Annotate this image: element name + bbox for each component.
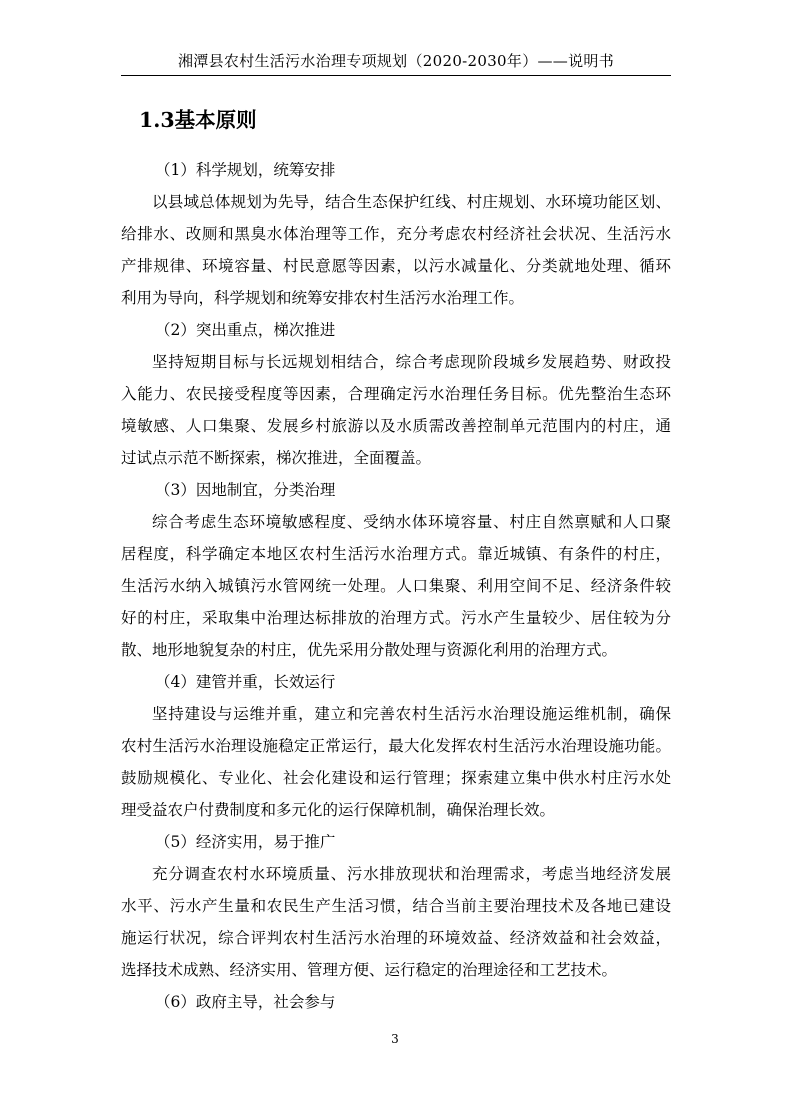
paragraph-line: 好的村庄，采取集中治理达标排放的治理方式。污水产生量较少、居住较为分 xyxy=(121,609,671,627)
paragraph-line: 充分调查农村水环境质量、污水排放现状和治理需求，考虑当地经济发展 xyxy=(152,865,671,883)
paragraph-line: 散、地形地貌复杂的村庄，优先采用分散处理与资源化利用的治理方式。 xyxy=(121,641,618,659)
paragraph-line: 理受益农户付费制度和多元化的运行保障机制，确保治理长效。 xyxy=(121,801,556,819)
principle-heading: （5）经济实用，易于推广 xyxy=(155,833,336,851)
paragraph-line: 水平、污水产生量和农民生产生活习惯，结合当前主要治理技术及各地已建设 xyxy=(121,897,671,915)
principle-heading: （6）政府主导，社会参与 xyxy=(155,993,336,1011)
principle-paragraph xyxy=(121,186,671,314)
principle-heading: （2）突出重点，梯次推进 xyxy=(155,321,336,339)
principle-paragraph xyxy=(121,698,671,826)
paragraph-line: 给排水、改厕和黑臭水体治理等工作，充分考虑农村经济社会状况、生活污水 xyxy=(121,225,671,243)
section-title: 1.3基本原则 xyxy=(139,108,257,132)
principle-heading: （4）建管并重，长效运行 xyxy=(155,673,336,691)
principle-paragraph xyxy=(121,858,671,986)
paragraph-line: 鼓励规模化、专业化、社会化建设和运行管理；探索建立集中供水村庄污水处 xyxy=(121,769,671,787)
paragraph-line: 农村生活污水治理设施稳定正常运行，最大化发挥农村生活污水治理设施功能。 xyxy=(121,737,671,755)
paragraph-line: 生活污水纳入城镇污水管网统一处理。人口集聚、利用空间不足、经济条件较 xyxy=(121,577,671,595)
principle-heading: （3）因地制宜，分类治理 xyxy=(155,481,336,499)
paragraph-line: 产排规律、环境容量、村民意愿等因素，以污水减量化、分类就地处理、循环 xyxy=(121,257,671,275)
running-header: 湘潭县农村生活污水治理专项规划（2020-2030年）——说明书 xyxy=(177,52,615,70)
page-number: 3 xyxy=(391,1032,399,1046)
paragraph-line: 以县域总体规划为先导，结合生态保护红线、村庄规划、水环境功能区划、 xyxy=(152,193,671,211)
paragraph-line: 施运行状况，综合评判农村生活污水治理的环境效益、经济效益和社会效益， xyxy=(121,929,671,947)
paragraph-line: 利用为导向，科学规划和统筹安排农村生活污水治理工作。 xyxy=(121,289,525,307)
principle-paragraph xyxy=(121,506,671,666)
paragraph-line: 坚持建设与运维并重，建立和完善农村生活污水治理设施运维机制，确保 xyxy=(152,705,671,723)
paragraph-line: 入能力、农民接受程度等因素，合理确定污水治理任务目标。优先整治生态环 xyxy=(121,385,671,403)
paragraph-line: 境敏感、人口集聚、发展乡村旅游以及水质需改善控制单元范围内的村庄，通 xyxy=(121,417,671,435)
document-body xyxy=(121,154,671,1018)
principle-heading: （1）科学规划，统筹安排 xyxy=(155,161,336,179)
paragraph-line: 坚持短期目标与长远规划相结合，综合考虑现阶段城乡发展趋势、财政投 xyxy=(152,353,671,371)
principle-paragraph xyxy=(121,346,671,474)
paragraph-line: 过试点示范不断探索，梯次推进，全面覆盖。 xyxy=(121,449,432,467)
paragraph-line: 选择技术成熟、经济实用、管理方便、运行稳定的治理途径和工艺技术。 xyxy=(121,961,618,979)
header-divider xyxy=(121,75,671,76)
paragraph-line: 综合考虑生态环境敏感程度、受纳水体环境容量、村庄自然禀赋和人口聚 xyxy=(152,513,671,531)
paragraph-line: 居程度，科学确定本地区农村生活污水治理方式。靠近城镇、有条件的村庄， xyxy=(121,545,671,563)
